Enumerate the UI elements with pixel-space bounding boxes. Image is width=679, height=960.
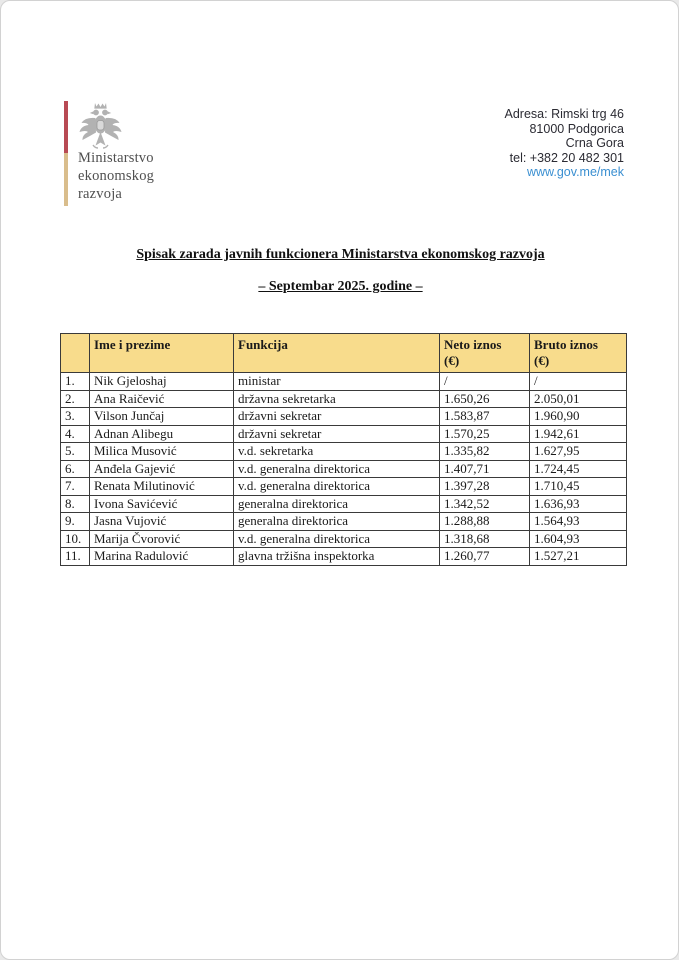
table-row [61, 443, 627, 461]
cell-bruto-amount: 1.564,93 [530, 513, 627, 531]
cell-bruto-amount: 1.604,93 [530, 530, 627, 548]
cell-row-number: 9. [61, 513, 90, 531]
table-row [61, 460, 627, 478]
cell-row-number: 8. [61, 495, 90, 513]
table-row [61, 425, 627, 443]
cell-neto-amount: 1.397,28 [440, 478, 530, 496]
table-row [61, 530, 627, 548]
cell-neto-amount: 1.260,77 [440, 548, 530, 566]
cell-row-number: 11. [61, 548, 90, 566]
cell-neto-amount: / [440, 373, 530, 391]
cell-person-name: Vilson Junčaj [90, 408, 234, 426]
montenegro-coat-of-arms-icon [77, 101, 124, 151]
cell-bruto-amount: 1.636,93 [530, 495, 627, 513]
table-header-row [61, 334, 627, 373]
document-subtitle: – Septembar 2025. godine – [258, 279, 423, 294]
cell-row-number: 7. [61, 478, 90, 496]
header-cell-name [90, 334, 234, 373]
cell-person-name: Marina Radulović [90, 548, 234, 566]
table-row [61, 495, 627, 513]
website-link[interactable]: www.gov.me/mek [526, 165, 624, 179]
cell-neto-amount: 1.650,26 [440, 390, 530, 408]
table-row [61, 478, 627, 496]
header-sublabel: (€) [534, 352, 550, 368]
table-row [61, 548, 627, 566]
contact-block [505, 107, 624, 180]
cell-function: državni sekretar [234, 425, 440, 443]
cell-row-number: 3. [61, 408, 90, 426]
table-row [61, 408, 627, 426]
header-label: Ime i prezime [94, 337, 171, 352]
salary-table [60, 333, 627, 566]
cell-bruto-amount: / [530, 373, 627, 391]
cell-bruto-amount: 1.724,45 [530, 460, 627, 478]
cell-neto-amount: 1.318,68 [440, 530, 530, 548]
contact-address-line3: Crna Gora [565, 136, 624, 150]
cell-person-name: Ivona Savićević [90, 495, 234, 513]
cell-function: glavna tržišna inspektorka [234, 548, 440, 566]
cell-person-name: Ana Raičević [90, 390, 234, 408]
cell-function: državni sekretar [234, 408, 440, 426]
cell-bruto-amount: 2.050,01 [530, 390, 627, 408]
contact-phone: tel: +382 20 482 301 [509, 150, 624, 165]
flag-red-segment [64, 101, 68, 153]
header-cell-role [234, 334, 440, 373]
cell-function: v.d. generalna direktorica [234, 530, 440, 548]
cell-row-number: 5. [61, 443, 90, 461]
header-label: Funkcija [238, 337, 288, 352]
document-title: Spisak zarada javnih funkcionera Ministarstva ekonomskog razvoja [136, 247, 545, 262]
cell-row-number: 1. [61, 373, 90, 391]
header-sublabel: (€) [444, 352, 460, 368]
header-label: Bruto iznos [534, 337, 598, 352]
cell-function: v.d. generalna direktorica [234, 478, 440, 496]
cell-bruto-amount: 1.942,61 [530, 425, 627, 443]
ministry-wordmark-line: Ministarstvo [78, 150, 154, 166]
cell-person-name: Renata Milutinović [90, 478, 234, 496]
cell-bruto-amount: 1.960,90 [530, 408, 627, 426]
salary-table-body [61, 373, 627, 566]
ministry-wordmark [78, 149, 154, 203]
table-row [61, 390, 627, 408]
table-row [61, 513, 627, 531]
flag-gold-segment [64, 153, 68, 206]
cell-row-number: 6. [61, 460, 90, 478]
header-cell-index [61, 334, 90, 373]
cell-row-number: 10. [61, 530, 90, 548]
header-label: Neto iznos [444, 337, 502, 352]
cell-row-number: 2. [61, 390, 90, 408]
ministry-wordmark-line: razvoja [78, 186, 123, 202]
cell-function: v.d. sekretarka [234, 443, 440, 461]
cell-function: v.d. generalna direktorica [234, 460, 440, 478]
contact-address-line1: Adresa: Rimski trg 46 [504, 107, 624, 121]
ministry-wordmark-line: ekonomskog [78, 168, 155, 184]
contact-address-line2: 81000 Podgorica [529, 121, 624, 136]
header-cell-bruto [530, 334, 627, 373]
cell-person-name: Anđela Gajević [90, 460, 234, 478]
cell-person-name: Jasna Vujović [90, 513, 234, 531]
cell-bruto-amount: 1.627,95 [530, 443, 627, 461]
cell-neto-amount: 1.342,52 [440, 495, 530, 513]
cell-neto-amount: 1.407,71 [440, 460, 530, 478]
cell-function: generalna direktorica [234, 495, 440, 513]
cell-bruto-amount: 1.710,45 [530, 478, 627, 496]
cell-row-number: 4. [61, 425, 90, 443]
table-row [61, 373, 627, 391]
cell-bruto-amount: 1.527,21 [530, 548, 627, 566]
cell-person-name: Nik Gjeloshaj [90, 373, 234, 391]
cell-neto-amount: 1.583,87 [440, 408, 530, 426]
cell-neto-amount: 1.288,88 [440, 513, 530, 531]
cell-function: ministar [234, 373, 440, 391]
flag-color-bar [64, 101, 68, 206]
cell-function: državna sekretarka [234, 390, 440, 408]
cell-person-name: Milica Musović [90, 443, 234, 461]
header-cell-neto [440, 334, 530, 373]
cell-person-name: Adnan Alibegu [90, 425, 234, 443]
cell-neto-amount: 1.335,82 [440, 443, 530, 461]
cell-neto-amount: 1.570,25 [440, 425, 530, 443]
cell-function: generalna direktorica [234, 513, 440, 531]
cell-person-name: Marija Čvorović [90, 530, 234, 548]
